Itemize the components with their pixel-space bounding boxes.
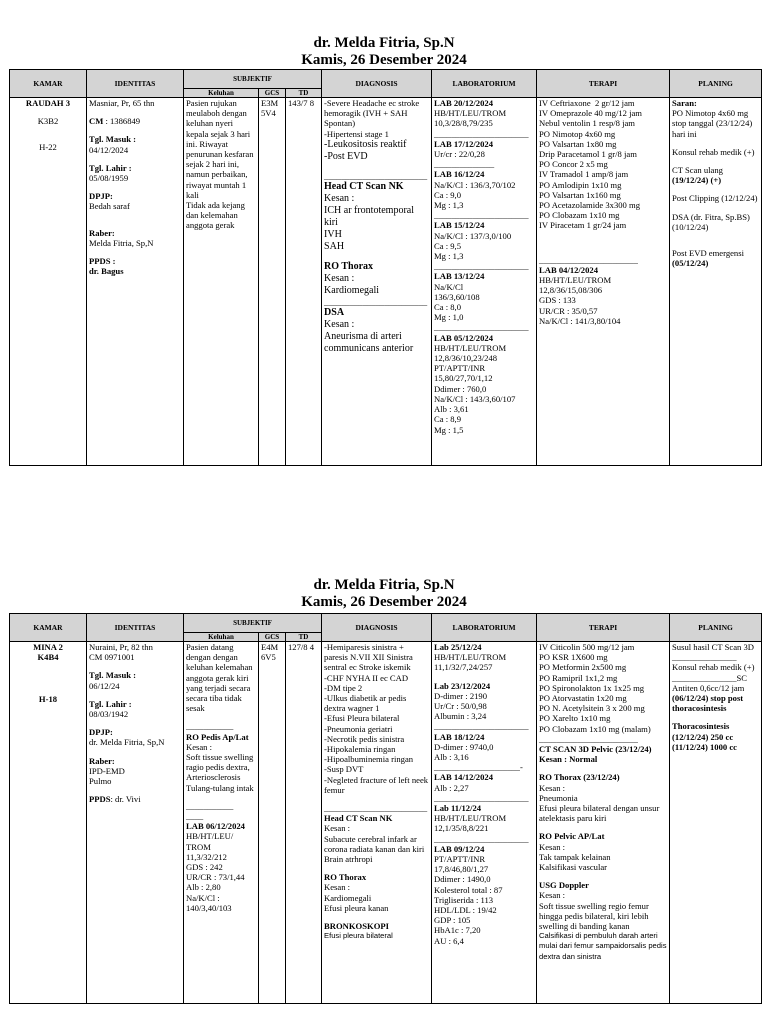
cell-line: Kardiomegali [324, 285, 380, 297]
col-identitas: IDENTITAS [87, 70, 184, 98]
cell-line [89, 220, 181, 228]
kamar-cell [10, 642, 87, 1004]
cell-line: Kalsifikasi vascular [539, 862, 608, 873]
cell-line: Mg : 1,0 [434, 312, 464, 323]
cell-line: CT Scan ulang [672, 165, 723, 176]
cell-line [12, 686, 84, 694]
cell-line: Lab 11/12/24 [434, 803, 482, 814]
cell-line: Albumin : 3,24 [434, 711, 487, 722]
col-kamar: KAMAR [10, 70, 87, 98]
cell-line: Calsifikasi di pembuluh darah arteri mulai dari femur sampaidorsalis pedis dextra dan sinistra [539, 931, 669, 961]
cell-line [324, 253, 429, 261]
diagnosis-cell [322, 98, 432, 466]
col-td: TD [286, 89, 322, 98]
col-gcs: GCS [259, 89, 286, 98]
cell-line: 136/3,60/108 [434, 291, 480, 302]
cell-line: Kesan : [324, 273, 355, 285]
cell-line: 11,3/32/212 [186, 851, 227, 862]
cell-line [12, 662, 84, 670]
col-planing: PLANING [670, 614, 762, 642]
cell-line: ______________________ [434, 322, 529, 333]
cell-line: Subacute cerebral infark ar corona radiata kanan dan kiri [324, 833, 425, 854]
cell-line: CM : 1386849 [89, 116, 141, 127]
cell-line: -Hipokalemia ringan [324, 744, 396, 755]
cell-line: LAB 20/12/2024 [434, 98, 493, 108]
cell-line: IVH [324, 229, 342, 241]
cell-line [12, 678, 84, 686]
cell-line: Efusi pleura bilateral [324, 931, 393, 941]
cell-line: _______________________ [539, 254, 638, 265]
cell-line: Alb : 3,16 [434, 752, 469, 763]
cell-line: AU : 6,4 [434, 935, 464, 946]
cell-line: ______________________ [434, 128, 529, 139]
cell-line: TROM [186, 841, 211, 852]
cell-line: UR/CR : 73/1,44 [186, 872, 245, 883]
cell-line: Tidak ada kejang dan kelemahan anggota gerak [186, 200, 248, 231]
cell-line: _______________________ [539, 733, 638, 744]
cell-line: CM 0971001 [89, 652, 135, 663]
cell-line: -DM tipe 2 [324, 682, 363, 693]
cell-line: HbA1c : 7,20 [434, 925, 481, 936]
col-gcs: GCS [259, 633, 286, 642]
cell-line: Kesan : Normal [539, 754, 598, 765]
cell-line: PO Nimotop 4x60 mg [539, 128, 616, 139]
cell-line: Ddimer : 760,0 [434, 383, 487, 394]
cell-line: LAB 14/12/2024 [434, 772, 493, 783]
cell-line [672, 713, 759, 721]
cell-line: HB/HT/LEU/TROM [434, 108, 507, 119]
cell-line: Soft tissue swelling regio femur hingga pedis bilateral, kiri lebih swelling di banding kanan [539, 900, 651, 932]
identitas-cell [87, 642, 184, 1004]
cell-line: Mg : 1,3 [434, 200, 464, 211]
report-page-1 [0, 35, 768, 69]
cell-line: Kesan : [539, 841, 566, 852]
cell-line: Efusi pleura bilateral dengan unsur atelektasis paru kiri [539, 803, 662, 824]
cell-line: Kardiomegali [324, 892, 372, 903]
cell-line: PO Nimotop 4x60 mg stop tanggal (23/12/24) hari ini [672, 108, 755, 139]
cell-line [89, 126, 181, 134]
cell-line [89, 108, 181, 116]
cell-line [672, 204, 759, 212]
cell-line: Tgl. Masuk : [89, 134, 137, 145]
cell-line: Kesan : [324, 319, 355, 331]
cell-line: PO Xarelto 1x10 mg [539, 713, 611, 724]
cell-line: Kesan : [539, 782, 566, 793]
cell-line: IV Omeprazole 40 mg/12 jam [539, 108, 642, 119]
cell-line [324, 913, 429, 921]
cell-line: RO Pedis Ap/Lat [186, 731, 249, 742]
cell-line: LAB 04/12/2024 [539, 264, 598, 275]
cell-line: -Efusi Pleura bilateral [324, 713, 400, 724]
cell-line: Kolesterol total : 87 [434, 884, 503, 895]
cell-line: HB/HT/LEU/TROM [434, 652, 507, 663]
cell-line: (11/12/24) 1000 cc [672, 741, 737, 752]
col-keluhan: Keluhan [184, 633, 259, 642]
cell-line: PO Clobazam 1x10 mg (malam) [539, 723, 651, 734]
cell-line [89, 248, 181, 256]
cell-line: IV Piracetam 1 gr/24 jam [539, 220, 627, 231]
cell-line: Head CT Scan NK [324, 813, 393, 824]
diagnosis-cell [322, 642, 432, 1004]
cell-line: Antiten 0,6cc/12 jam [672, 682, 745, 693]
cell-line: Alb : 3,61 [434, 404, 469, 415]
cell-line: Trigliserida : 113 [434, 894, 494, 905]
cell-line: HB/HT/LEU/TROM [434, 813, 507, 824]
col-terapi: TERAPI [537, 70, 670, 98]
table-row [10, 642, 762, 1004]
report-date: Kamis, 26 Desember 2024 [301, 594, 467, 610]
cell-line [672, 157, 759, 165]
cell-line: Soft tissue swelling ragio pedis dextra, Arteriosclerosis Tulang-tulang intak [186, 752, 256, 793]
kamar-cell [10, 98, 87, 466]
table-row [10, 98, 762, 466]
cell-line: HB/HT/LEU/ [186, 831, 234, 842]
cell-line: 12,8/36/10,23/248 [434, 353, 498, 364]
cell-line: PO Spironolakton 1x 1x25 mg [539, 682, 645, 693]
cell-line: Masniar, Pr, 65 thn [89, 98, 155, 108]
cell-line: PO Atorvastatin 1x20 mg [539, 693, 627, 704]
cell-line [12, 126, 84, 134]
cell-line [89, 155, 181, 163]
cell-line: HB/HT/LEU/TROM [434, 342, 507, 353]
terapi-cell [537, 98, 670, 466]
cell-line: D-dimer : 2190 [434, 690, 488, 701]
col-diagnosis: DIAGNOSIS [322, 614, 432, 642]
cell-line: PO Valsartan 1x160 mg [539, 189, 621, 200]
cell-line: Tak tampak kelainan [539, 851, 611, 862]
cell-line: Ur/Cr : 50/0,98 [434, 701, 487, 712]
cell-line: RAUDAH 3 [25, 98, 71, 108]
cell-line: Tgl. Lahir : [89, 698, 132, 709]
cell-line: GDP : 105 [434, 915, 471, 926]
cell-line: -Severe Headache ec stroke hemoragik (IVH + SAH Spontan) [324, 98, 422, 129]
report-date: Kamis, 26 Desember 2024 [301, 52, 467, 68]
cell-line: SAH [324, 241, 345, 253]
cell-line: DSA (dr. Fitra, Sp.BS) (10/12/24) [672, 211, 753, 232]
cell-line: 04/12/2024 [89, 144, 129, 155]
cell-line [672, 185, 759, 193]
cell-line: ____ [186, 811, 204, 822]
cell-line: Aneurisma di arteri communicans anterior [324, 331, 414, 355]
cell-line: Kesan : [186, 741, 213, 752]
cell-line: -Leukositosis reaktif [324, 138, 407, 150]
cell-line: Mg : 1,5 [434, 424, 464, 435]
cell-line: DSA [324, 307, 345, 319]
cell-line: Kesan : [539, 890, 566, 901]
keluhan-cell [184, 642, 259, 1004]
cell-line: Ddimer : 1490,0 [434, 874, 491, 885]
cell-line: 12,1/35/8,8/221 [434, 823, 489, 834]
cell-line: Pulmo [89, 776, 112, 787]
cell-line: Na/K/Cl : [186, 892, 220, 903]
cell-line: Konsul rehab medik (+) [672, 662, 755, 673]
cell-line: -Post EVD [324, 150, 368, 162]
cell-line: Thoracosintesis [672, 721, 730, 732]
cell-line [539, 247, 667, 255]
cell-line: LAB 05/12/2024 [434, 332, 493, 343]
cell-line: Melda Fitria, Sp,N [89, 237, 154, 248]
cell-line: Ca : 8,9 [434, 414, 462, 425]
cell-line: PO Amlodipin 1x10 mg [539, 179, 622, 190]
cell-line: IV Citicolin 500 mg/12 jam [539, 642, 635, 652]
td-cell: 143/7 8 [286, 98, 322, 466]
cell-line: ______________ [434, 159, 495, 170]
cell-line [539, 872, 667, 880]
cell-line: IV Ceftriaxone 2 gr/12 jam [539, 98, 635, 108]
cell-line: Kesan : [324, 882, 351, 893]
cell-line: Na/K/Cl [434, 281, 464, 292]
cell-line: 12,8/36/15,08/306 [539, 285, 603, 296]
cell-line: 10,3/28/8,79/235 [434, 118, 493, 129]
col-td: TD [286, 633, 322, 642]
cell-line: ________________________ [324, 297, 428, 308]
cell-line: RO Thorax (23/12/24) [539, 772, 620, 783]
cell-line: D-dimer : 9740,0 [434, 741, 494, 752]
cell-line: Lab 25/12/24 [434, 642, 482, 652]
cell-line: ______________________ [434, 792, 529, 803]
cell-line [434, 673, 534, 681]
col-laboratorium: LABORATORIUM [432, 614, 537, 642]
cell-line: DPJP: [89, 727, 113, 738]
cell-line [89, 662, 181, 670]
cell-line: dr. Melda Fitria, Sp,N [89, 737, 165, 748]
cell-line: ___________ [186, 800, 234, 811]
cell-line: Saran: [672, 98, 697, 108]
cell-line [324, 795, 429, 803]
cell-line: Mg : 1,3 [434, 251, 464, 262]
cell-line [539, 231, 667, 239]
cell-line [672, 139, 759, 147]
cell-line: Kesan : [324, 823, 351, 834]
cell-line: PO KSR 1X600 mg [539, 652, 608, 663]
cell-line: Ca : 9,0 [434, 189, 462, 200]
cell-line: -Pneumonia geriatri [324, 723, 393, 734]
cell-line [89, 691, 181, 699]
cell-line: IPD-EMD [89, 765, 125, 776]
cell-line: ICH ar frontotemporal kiri [324, 205, 417, 229]
cell-line: LAB 16/12/24 [434, 169, 485, 180]
cell-line: PO Ramipril 1x1,2 mg [539, 672, 618, 683]
cell-line: LAB 15/12/24 [434, 220, 485, 231]
cell-line: Kesan : [324, 193, 355, 205]
cell-line: PO Valsartan 1x80 mg [539, 138, 617, 149]
cell-line: UR/CR : 35/0,57 [539, 305, 598, 316]
cell-line: _______________SC [672, 672, 747, 683]
cell-line: CT SCAN 3D Pelvic (23/12/24) [539, 744, 652, 755]
cell-line: Efusi pleura kanan [324, 902, 389, 913]
cell-line: Lab 23/12/2024 [434, 680, 491, 691]
cell-line: PPDS: dr. Vivi [89, 794, 141, 805]
cell-line: PO Metformin 2x500 mg [539, 662, 627, 673]
cell-line: ______________________ [434, 833, 529, 844]
cell-line: PO Acetazolamide 3x300 mg [539, 200, 640, 211]
cell-line: Post EVD emergensi [672, 248, 744, 259]
cell-line: LAB 18/12/24 [434, 731, 485, 742]
cell-line: K4B4 [37, 652, 59, 663]
laboratorium-cell [432, 98, 537, 466]
cell-line: 140/3,40/103 [186, 902, 232, 913]
cell-line: 17,8/46,80/1,27 [434, 864, 489, 875]
cell-line: PO Concor 2 x5 mg [539, 159, 608, 170]
cell-line: HB/HT/LEU/TROM [539, 275, 612, 286]
cell-line: LAB 13/12/24 [434, 271, 485, 282]
cell-line: Raber: [89, 227, 115, 238]
cell-line [89, 183, 181, 191]
cell-line: ________________________ [324, 170, 428, 181]
cell-line: Na/K/Cl : 136/3,70/102 [434, 179, 516, 190]
cell-line: Na/K/Cl : 137/3,0/100 [434, 230, 512, 241]
cell-line: RO Pelvic AP/Lat [539, 831, 605, 842]
cell-line: PT/APTT/INR [434, 363, 486, 374]
cell-line: PT/APTT/INR [434, 854, 486, 865]
cell-line: Konsul rehab medik (+) [672, 146, 755, 157]
cell-line: (05/12/24) [672, 258, 709, 269]
cell-line: -Necrotik pedis sinistra [324, 733, 405, 744]
cell-line [89, 786, 181, 794]
cell-line: _______________ [672, 652, 737, 663]
cell-line: LAB 06/12/2024 [186, 821, 245, 832]
cell-line [539, 764, 667, 772]
planing-cell [670, 98, 762, 466]
cell-line: GDS : 242 [186, 862, 223, 873]
cell-line: -Hipertensi stage 1 [324, 128, 389, 139]
cell-line: Alb : 2,27 [434, 782, 469, 793]
cell-line: Nuraini, Pr, 82 thn [89, 642, 153, 652]
cell-line: Bedah saraf [89, 201, 130, 212]
cell-line: LAB 17/12/2024 [434, 138, 493, 149]
cell-line: H-22 [39, 142, 57, 153]
cell-line [672, 232, 759, 240]
cell-line: Susul hasil CT Scan 3D [672, 642, 754, 652]
cell-line: PPDS : [89, 256, 116, 267]
cell-line: -Susp DVT [324, 764, 364, 775]
cell-line: ___________ [186, 721, 234, 732]
identitas-cell [87, 98, 184, 466]
cell-line: Pneumonia [539, 792, 578, 803]
cell-line: H-18 [38, 694, 58, 705]
col-kamar: KAMAR [10, 614, 87, 642]
cell-line: Pasien datang dengan dengan keluhan kelemahan anggota gerak kiri yang terjadi secara secara tiba tidak sesak [186, 642, 255, 714]
cell-line: -CHF NYHA II ec CAD [324, 672, 409, 683]
gcs-cell: E4M 6V5 [259, 642, 286, 1004]
cell-line: Brain atrhropi [324, 854, 373, 865]
doctor-title: dr. Melda Fitria, Sp.N [313, 35, 455, 51]
cell-line [186, 713, 256, 721]
cell-line: GDS : 133 [539, 295, 576, 306]
report-page-2 [0, 577, 768, 611]
cell-line: Post Clipping (12/12/24) [672, 193, 758, 204]
cell-line [672, 240, 759, 248]
cell-line: 15,80/27,70/1,12 [434, 373, 493, 384]
cell-line: (06/12/24) stop post thoracosintesis [672, 693, 746, 714]
cell-line: BRONKOSKOPI [324, 921, 389, 932]
cell-line: LAB 09/12/24 [434, 843, 485, 854]
cell-line: 05/08/1959 [89, 173, 129, 184]
cell-line [89, 719, 181, 727]
cell-line: Nebul ventolin 1 resp/8 jam [539, 118, 635, 129]
cell-line: Ca : 9,5 [434, 240, 462, 251]
cell-line [89, 212, 181, 220]
cell-line: Alb : 2,80 [186, 882, 221, 893]
cell-line: 08/03/1942 [89, 709, 129, 720]
cell-line: Head CT Scan NK [324, 181, 404, 193]
cell-line: HDL/LDL : 19/42 [434, 905, 497, 916]
cell-line: MINA 2 [33, 642, 63, 652]
cell-line: 11,1/32/7,24/257 [434, 662, 493, 673]
cell-line: -Ulkus diabetik ar pedis dextra wagner 1 [324, 693, 409, 714]
cell-line: Pasien rujukan meulaboh dengan keluhan nyeri kepala sejak 3 hari ini. Riwayat penurunan kesfaran sejak 2 hari ini, namun perbaikan, riwayat muntah 1 kali [186, 98, 256, 200]
cell-line: K3B2 [37, 116, 59, 127]
laboratorium-cell [432, 642, 537, 1004]
cell-line: dr. Bagus [89, 266, 124, 277]
cell-line: Ur/cr : 22/0,28 [434, 149, 485, 160]
cell-line: RO Thorax [324, 872, 367, 883]
cell-line [89, 748, 181, 756]
cell-line [539, 239, 667, 247]
cell-line: Na/K/Cl : 143/3,60/107 [434, 393, 516, 404]
cell-line [539, 823, 667, 831]
cell-line: Ca : 8,0 [434, 302, 462, 313]
cell-line: -Hipoalbuminemia ringan [324, 754, 414, 765]
cell-line: -Negleted fracture of left neek femur [324, 774, 431, 795]
col-diagnosis: DIAGNOSIS [322, 70, 432, 98]
cell-line: Na/K/Cl : 141/3,80/104 [539, 315, 621, 326]
col-subjektif: SUBJEKTIF [184, 614, 322, 633]
cell-line: (12/12/24) 250 cc [672, 731, 734, 742]
cell-line: ______________________ [434, 721, 529, 732]
cell-line: Tgl. Lahir : [89, 162, 132, 173]
cell-line [12, 670, 84, 678]
planing-cell [670, 642, 762, 1004]
cell-line [12, 108, 84, 116]
cell-line [324, 864, 429, 872]
cell-line: -Hemiparesis sinistra + paresis N.VII XII Sinistra sentral ec Stroke iskemik [324, 642, 415, 673]
td-cell: 127/8 4 [286, 642, 322, 1004]
cell-line: RO Thorax [324, 261, 374, 273]
cell-line [186, 793, 256, 801]
cell-line: IV Tramadol 1 amp/8 jam [539, 169, 629, 180]
cell-line: Raber: [89, 755, 115, 766]
col-terapi: TERAPI [537, 614, 670, 642]
doctor-title: dr. Melda Fitria, Sp.N [313, 577, 455, 593]
cell-line: PO N. Acetylsitein 3 x 200 mg [539, 703, 645, 714]
col-identitas: IDENTITAS [87, 614, 184, 642]
patient-table-2 [9, 613, 762, 1004]
col-keluhan: Keluhan [184, 89, 259, 98]
col-subjektif: SUBJEKTIF [184, 70, 322, 89]
cell-line: 06/12/24 [89, 680, 120, 691]
col-laboratorium: LABORATORIUM [432, 70, 537, 98]
cell-line: DPJP: [89, 191, 113, 202]
patient-table-1 [9, 69, 762, 466]
cell-line: ________________________ [324, 803, 428, 814]
keluhan-cell [184, 98, 259, 466]
cell-line [324, 163, 429, 171]
cell-line [12, 134, 84, 142]
gcs-cell: E3M 5V4 [259, 98, 286, 466]
cell-line: PO Clobazam 1x10 mg [539, 210, 620, 221]
cell-line: Drip Paracetamol 1 gr/8 jam [539, 149, 637, 160]
cell-line: ______________________ [434, 210, 529, 221]
cell-line: USG Doppler [539, 880, 589, 891]
col-planing: PLANING [670, 70, 762, 98]
cell-line: Tgl. Masuk : [89, 670, 137, 681]
cell-line: ______________________ [434, 261, 529, 272]
terapi-cell [537, 642, 670, 1004]
cell-line: (19/12/24) (+) [672, 175, 722, 186]
cell-line: ____________________- [434, 762, 523, 773]
